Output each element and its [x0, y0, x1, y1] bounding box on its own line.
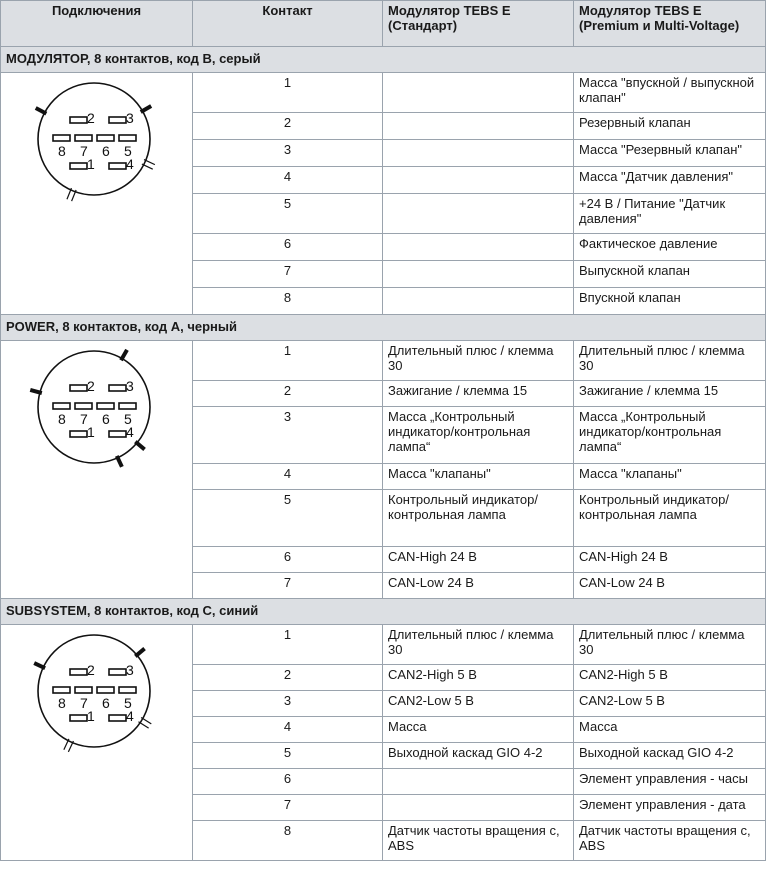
pin-slot — [109, 163, 126, 169]
guide-mark — [141, 717, 151, 723]
connector-diagram-cell — [1, 73, 193, 315]
standard-cell — [383, 194, 574, 234]
pin-number-label: 2 — [87, 378, 95, 394]
pin-slot — [53, 403, 70, 409]
pin-cell: 5 — [193, 743, 383, 769]
premium-cell: Масса "Датчик давления" — [574, 167, 766, 194]
standard-cell — [383, 769, 574, 795]
pin-number-label: 4 — [126, 424, 134, 440]
pin-cell: 8 — [193, 288, 383, 315]
pin-number-label: 3 — [126, 662, 134, 678]
pin-slot — [70, 669, 87, 675]
section-header-row — [1, 315, 766, 341]
coding-key-mark — [141, 106, 151, 112]
pin-cell: 8 — [193, 821, 383, 861]
premium-cell: Выпускной клапан — [574, 261, 766, 288]
pin-slot — [97, 135, 114, 141]
pin-number-label: 5 — [124, 695, 132, 711]
pin-cell: 3 — [193, 140, 383, 167]
pin-number-label: 8 — [58, 411, 66, 427]
pin-number-label: 6 — [102, 143, 110, 159]
premium-cell: Длительный плюс / клемма 30 — [574, 625, 766, 665]
pin-number-label: 5 — [124, 143, 132, 159]
section-header-row — [1, 47, 766, 73]
pin-number-label: 2 — [87, 662, 95, 678]
pin-number-label: 7 — [80, 695, 88, 711]
pin-slot — [75, 687, 92, 693]
round-connector-diagram — [6, 627, 196, 777]
pin-slot — [109, 715, 126, 721]
pin-slot — [109, 385, 126, 391]
premium-cell: Масса "впускной / выпускной клапан" — [574, 73, 766, 113]
standard-cell — [383, 140, 574, 167]
column-header-connections: Подключения — [1, 1, 193, 47]
coding-key-mark — [34, 663, 45, 668]
pin-number-label: 7 — [80, 411, 88, 427]
section-title: МОДУЛЯТОР, 8 контактов, код B, серый — [1, 47, 766, 73]
pin-cell: 4 — [193, 717, 383, 743]
standard-cell — [383, 795, 574, 821]
column-header-premium: Модулятор TEBS E (Premium и Multi-Voltage) — [574, 1, 766, 47]
standard-cell — [383, 73, 574, 113]
pin-cell: 4 — [193, 167, 383, 194]
standard-cell — [383, 234, 574, 261]
pin-number-label: 6 — [102, 695, 110, 711]
premium-cell: Выходной каскад GIO 4-2 — [574, 743, 766, 769]
standard-cell — [383, 288, 574, 315]
table-row — [1, 341, 766, 381]
table-header-row — [1, 1, 766, 47]
pin-slot — [109, 117, 126, 123]
pin-slot — [119, 135, 136, 141]
pin-cell: 2 — [193, 113, 383, 140]
column-header-standard: Модулятор TEBS E (Стандарт) — [383, 1, 574, 47]
pin-slot — [53, 135, 70, 141]
standard-cell: CAN-High 24 В — [383, 547, 574, 573]
pin-cell: 1 — [193, 73, 383, 113]
premium-cell: Фактическое давление — [574, 234, 766, 261]
premium-cell: Масса "Резервный клапан" — [574, 140, 766, 167]
pin-number-label: 2 — [87, 110, 95, 126]
standard-cell: Длительный плюс / клемма 30 — [383, 625, 574, 665]
pin-slot — [70, 163, 87, 169]
premium-cell: CAN2-Low 5 В — [574, 691, 766, 717]
pin-cell: 6 — [193, 769, 383, 795]
connector-diagram-cell — [1, 341, 193, 599]
standard-cell: CAN-Low 24 В — [383, 573, 574, 599]
pin-slot — [119, 687, 136, 693]
standard-cell — [383, 261, 574, 288]
pin-number-label: 1 — [87, 424, 95, 440]
pin-number-label: 7 — [80, 143, 88, 159]
premium-cell: Датчик частоты вращения c, ABS — [574, 821, 766, 861]
standard-cell — [383, 113, 574, 140]
pin-number-label: 8 — [58, 143, 66, 159]
standard-cell: Зажигание / клемма 15 — [383, 381, 574, 407]
premium-cell: CAN-High 24 В — [574, 547, 766, 573]
coding-key-mark — [121, 350, 127, 360]
section-title: SUBSYSTEM, 8 контактов, код C, синий — [1, 599, 766, 625]
premium-cell: Контрольный индикатор/контрольная лампа — [574, 490, 766, 547]
pin-number-label: 4 — [126, 708, 134, 724]
table-row — [1, 625, 766, 665]
pin-number-label: 1 — [87, 708, 95, 724]
coding-key-mark — [36, 108, 47, 114]
section-header-row — [1, 599, 766, 625]
premium-cell: CAN2-High 5 В — [574, 665, 766, 691]
premium-cell: Длительный плюс / клемма 30 — [574, 341, 766, 381]
standard-cell: Длительный плюс / клемма 30 — [383, 341, 574, 381]
pin-cell: 4 — [193, 464, 383, 490]
pin-number-label: 3 — [126, 378, 134, 394]
premium-cell: Элемент управления - часы — [574, 769, 766, 795]
pin-cell: 7 — [193, 261, 383, 288]
premium-cell: Элемент управления - дата — [574, 795, 766, 821]
pin-number-label: 6 — [102, 411, 110, 427]
pin-slot — [70, 117, 87, 123]
pin-cell: 5 — [193, 194, 383, 234]
column-header-pin: Контакт — [193, 1, 383, 47]
pin-cell: 6 — [193, 547, 383, 573]
pin-slot — [70, 385, 87, 391]
pin-slot — [97, 687, 114, 693]
table-row — [1, 73, 766, 113]
pin-cell: 7 — [193, 573, 383, 599]
pin-cell: 2 — [193, 381, 383, 407]
standard-cell: CAN2-Low 5 В — [383, 691, 574, 717]
coding-key-mark — [135, 442, 144, 450]
pin-cell: 1 — [193, 625, 383, 665]
pin-number-label: 8 — [58, 695, 66, 711]
premium-cell: Масса „Контрольный индикатор/контрольная лампа“ — [574, 407, 766, 464]
premium-cell: Масса "клапаны" — [574, 464, 766, 490]
premium-cell: Зажигание / клемма 15 — [574, 381, 766, 407]
pin-cell: 3 — [193, 407, 383, 464]
premium-cell: +24 В / Питание "Датчик давления" — [574, 194, 766, 234]
connector-diagram-cell — [1, 625, 193, 861]
pin-slot — [53, 687, 70, 693]
round-connector-diagram — [6, 343, 196, 493]
section-title: POWER, 8 контактов, код A, черный — [1, 315, 766, 341]
premium-cell: CAN-Low 24 В — [574, 573, 766, 599]
standard-cell: Выходной каскад GIO 4-2 — [383, 743, 574, 769]
pin-slot — [70, 715, 87, 721]
pin-slot — [97, 403, 114, 409]
standard-cell: Датчик частоты вращения c, ABS — [383, 821, 574, 861]
guide-mark — [138, 722, 148, 728]
pin-number-label: 5 — [124, 411, 132, 427]
pin-cell: 2 — [193, 665, 383, 691]
pin-cell: 1 — [193, 341, 383, 381]
standard-cell — [383, 167, 574, 194]
standard-cell: Масса "клапаны" — [383, 464, 574, 490]
pin-slot — [70, 431, 87, 437]
pin-slot — [119, 403, 136, 409]
pin-number-label: 3 — [126, 110, 134, 126]
pin-cell: 3 — [193, 691, 383, 717]
pin-cell: 7 — [193, 795, 383, 821]
pin-slot — [109, 669, 126, 675]
pin-cell: 5 — [193, 490, 383, 547]
coding-key-mark — [135, 649, 144, 657]
pin-number-label: 4 — [126, 156, 134, 172]
premium-cell: Впускной клапан — [574, 288, 766, 315]
standard-cell: CAN2-High 5 В — [383, 665, 574, 691]
standard-cell: Масса „Контрольный индикатор/контрольная лампа“ — [383, 407, 574, 464]
pin-slot — [75, 135, 92, 141]
standard-cell: Масса — [383, 717, 574, 743]
pin-slot — [75, 403, 92, 409]
round-connector-diagram — [6, 75, 196, 225]
pin-cell: 6 — [193, 234, 383, 261]
standard-cell: Контрольный индикатор/контрольная лампа — [383, 490, 574, 547]
premium-cell: Масса — [574, 717, 766, 743]
pin-slot — [109, 431, 126, 437]
pin-number-label: 1 — [87, 156, 95, 172]
coding-key-mark — [117, 456, 122, 467]
premium-cell: Резервный клапан — [574, 113, 766, 140]
